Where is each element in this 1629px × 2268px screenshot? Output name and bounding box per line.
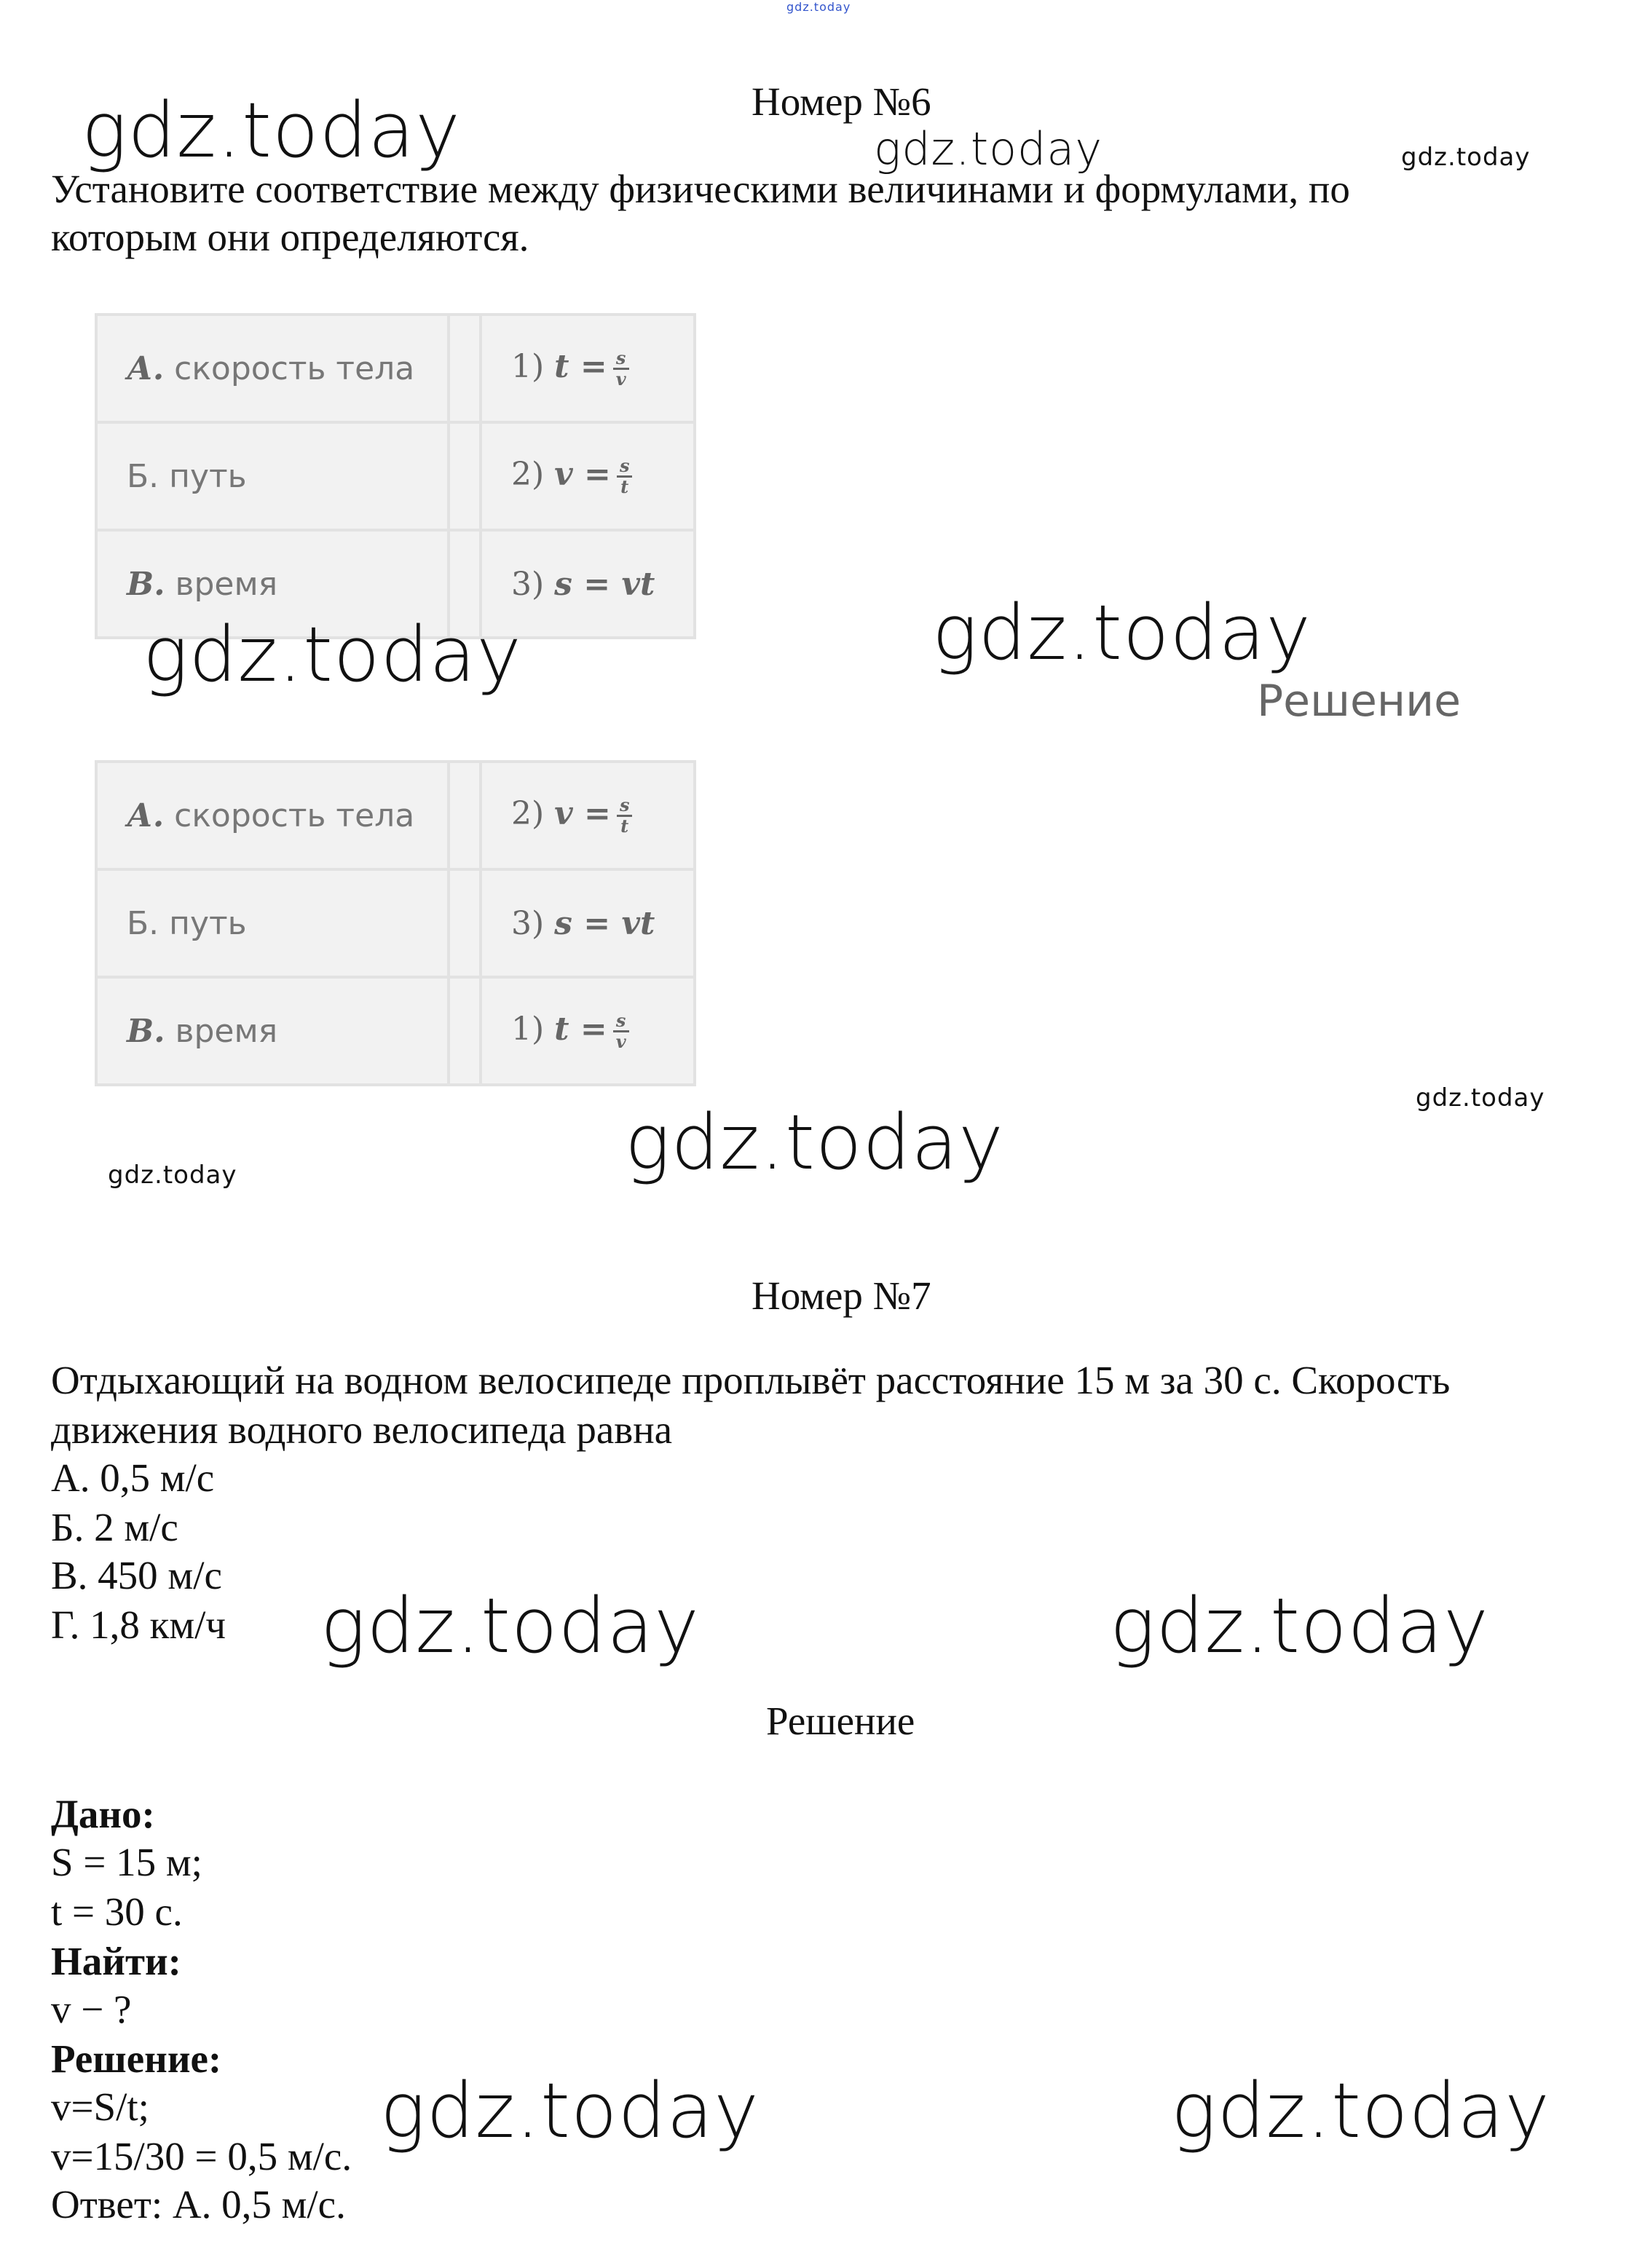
problem6-prompt-line1: Установите соответствие между физическими величинами и формулами, по [51, 167, 1350, 211]
watermark: gdz.today [380, 2066, 760, 2155]
solution-step-formula: v=S/t; [51, 2085, 149, 2129]
formula-lhs: t = [554, 1011, 607, 1048]
option-d: Г. 1,8 км/ч [51, 1603, 226, 1647]
formula-lhs: t = [554, 348, 607, 386]
formula-number: 1) [511, 348, 545, 386]
watermark: gdz.today [1110, 1581, 1489, 1670]
problem7-prompt-line2: движения водного велосипеда равна [51, 1407, 673, 1452]
formula-fraction [613, 349, 629, 389]
problem7-heading: Номер №7 [752, 1273, 931, 1318]
fraction-denominator: t [620, 815, 629, 837]
watermark: gdz.today [82, 86, 461, 175]
watermark: gdz.today [1416, 1083, 1545, 1113]
fraction-numerator: s [613, 1011, 629, 1032]
fraction-denominator: v [615, 1030, 626, 1052]
formula-number: 2) [511, 456, 545, 494]
row-letter: В. [127, 565, 165, 603]
table-row [96, 422, 695, 530]
watermark: gdz.today [874, 122, 1103, 175]
formula-number: 1) [511, 1011, 545, 1048]
fraction-numerator: s [617, 796, 633, 817]
formula-fraction [617, 454, 633, 497]
fraction-denominator: t [620, 475, 629, 497]
watermark: gdz.today [143, 610, 522, 699]
formula-lhs: s = vt [554, 565, 655, 603]
row-letter: Б. [127, 457, 159, 495]
problem6-answer-table [95, 760, 696, 1086]
watermark-tiny: gdz.today [786, 0, 851, 14]
problem6-heading: Номер №6 [752, 79, 931, 124]
problem7-prompt-line1: Отдыхающий на водном велосипеде проплывёт расстояние 15 м за 30 с. Скорость [51, 1358, 1451, 1402]
problem6-task-table [95, 313, 696, 639]
row-label: путь [169, 457, 247, 495]
find-value: v − ? [51, 1987, 132, 2031]
row-label: время [175, 565, 278, 603]
row-label: время [175, 1012, 278, 1050]
solution-label: Решение: [51, 2036, 222, 2081]
table-row [96, 869, 695, 977]
row-label: скорость тела [174, 797, 415, 834]
row-label: путь [169, 904, 247, 942]
watermark: gdz.today [1171, 2066, 1550, 2155]
solution-step-calc: v=15/30 = 0,5 м/с. [51, 2134, 352, 2178]
problem6-solution-label: Решение [1257, 676, 1462, 727]
formula-number: 3) [511, 904, 545, 942]
row-label: скорость тела [174, 349, 415, 387]
fraction-denominator: v [615, 368, 626, 390]
row-letter: А. [127, 797, 165, 834]
watermark: gdz.today [108, 1161, 237, 1190]
given-t: t = 30 с. [51, 1889, 183, 1934]
formula-lhs: v = [554, 456, 611, 494]
formula-lhs: v = [554, 795, 611, 833]
problem7-solution-heading: Решение [766, 1699, 915, 1743]
fraction-numerator: s [613, 349, 629, 370]
watermark: gdz.today [1401, 143, 1531, 172]
table-row [96, 315, 695, 422]
formula-lhs: s = vt [554, 904, 655, 942]
given-label: Дано: [51, 1792, 155, 1836]
row-letter: А. [127, 349, 165, 387]
watermark: gdz.today [320, 1581, 700, 1670]
option-c: В. 450 м/с [51, 1553, 222, 1597]
answer-line: Ответ: А. 0,5 м/с. [51, 2182, 346, 2226]
row-letter: Б. [127, 904, 159, 942]
fraction-numerator: s [617, 457, 633, 478]
problem6-prompt-line2: которым они определяются. [51, 215, 529, 259]
table-row [96, 977, 695, 1085]
row-letter: В. [127, 1012, 165, 1050]
find-label: Найти: [51, 1939, 181, 1983]
watermark: gdz.today [932, 588, 1312, 677]
given-s: S = 15 м; [51, 1840, 202, 1884]
formula-fraction [613, 1011, 629, 1051]
formula-number: 3) [511, 565, 545, 603]
formula-fraction [617, 796, 633, 836]
formula-number: 2) [511, 795, 545, 833]
watermark: gdz.today [625, 1098, 1004, 1187]
option-a: А. 0,5 м/с [51, 1455, 215, 1500]
table-row [96, 762, 695, 869]
option-b: Б. 2 м/с [51, 1505, 178, 1549]
